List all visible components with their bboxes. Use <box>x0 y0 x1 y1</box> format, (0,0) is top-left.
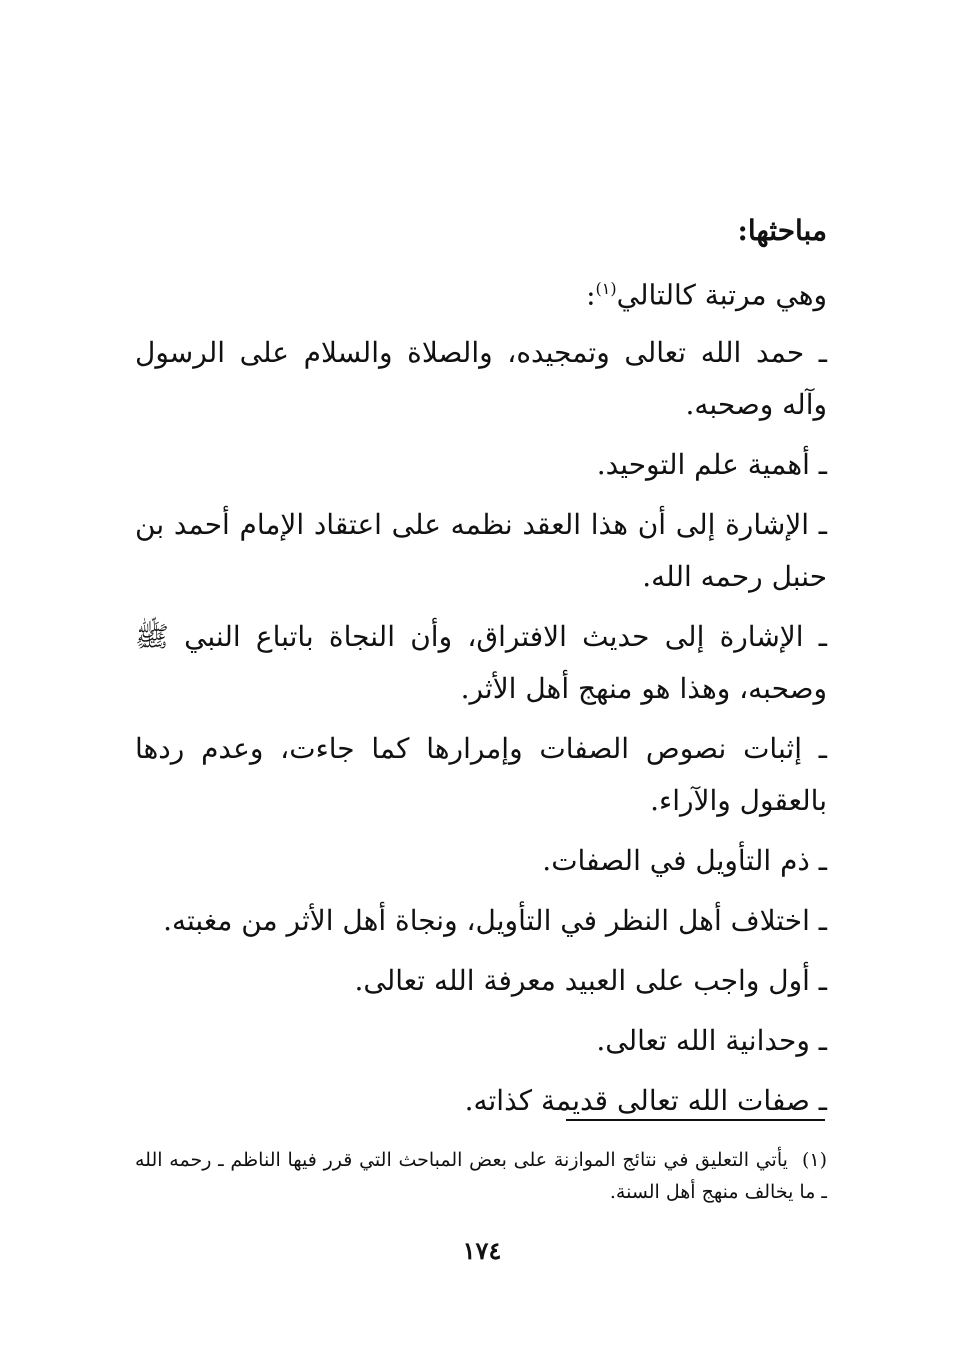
list-item: ـ اختلاف أهل النظر في التأويل، ونجاة أهل الأثر من مغبته. <box>163 904 827 938</box>
intro-colon: : <box>586 278 596 312</box>
intro-line <box>135 263 827 321</box>
list-item: ـ الإشارة إلى أن هذا العقد نظمه على اعتقاد الإمام أحمد بن حنبل رحمه الله. <box>135 508 827 594</box>
list-item: ـ الإشارة إلى حديث الافتراق، وأن النجاة باتباع النبي ﷺ وصحبه، وهذا هو منهج أهل الأثر. <box>135 620 827 706</box>
list-item: ـ ذم التأويل في الصفات. <box>542 844 827 878</box>
list-item: ـ صفات الله تعالى قديمة كذاته. <box>464 1084 827 1118</box>
footnote-divider <box>566 1119 825 1121</box>
list-item: ـ وحدانية الله تعالى. <box>596 1024 827 1058</box>
footnote-reference[interactable]: (١) <box>595 279 617 298</box>
list-item: ـ أهمية علم التوحيد. <box>596 448 827 482</box>
section-heading: مباحثها: <box>737 214 827 247</box>
main-text <box>135 205 827 1135</box>
intro-text: وهي مرتبة كالتالي <box>616 278 827 312</box>
list-item: ـ أول واجب على العبيد معرفة الله تعالى. <box>354 964 827 998</box>
list-item: ـ إثبات نصوص الصفات وإمرارها كما جاءت، وعدم ردها بالعقول والآراء. <box>135 732 827 818</box>
list-item: ـ حمد الله تعالى وتمجيده، والصلاة والسلام على الرسول وآله وصحبه. <box>135 336 827 422</box>
page-number: ١٧٤ <box>462 1236 502 1265</box>
footnote <box>135 1144 827 1208</box>
footnote-text: يأتي التعليق في نتائج الموازنة على بعض المباحث التي قرر فيها الناظم ـ رحمه الله ـ ما يخالف منهج أهل السنة. <box>135 1149 827 1203</box>
footnote-marker: (١) <box>801 1149 827 1171</box>
